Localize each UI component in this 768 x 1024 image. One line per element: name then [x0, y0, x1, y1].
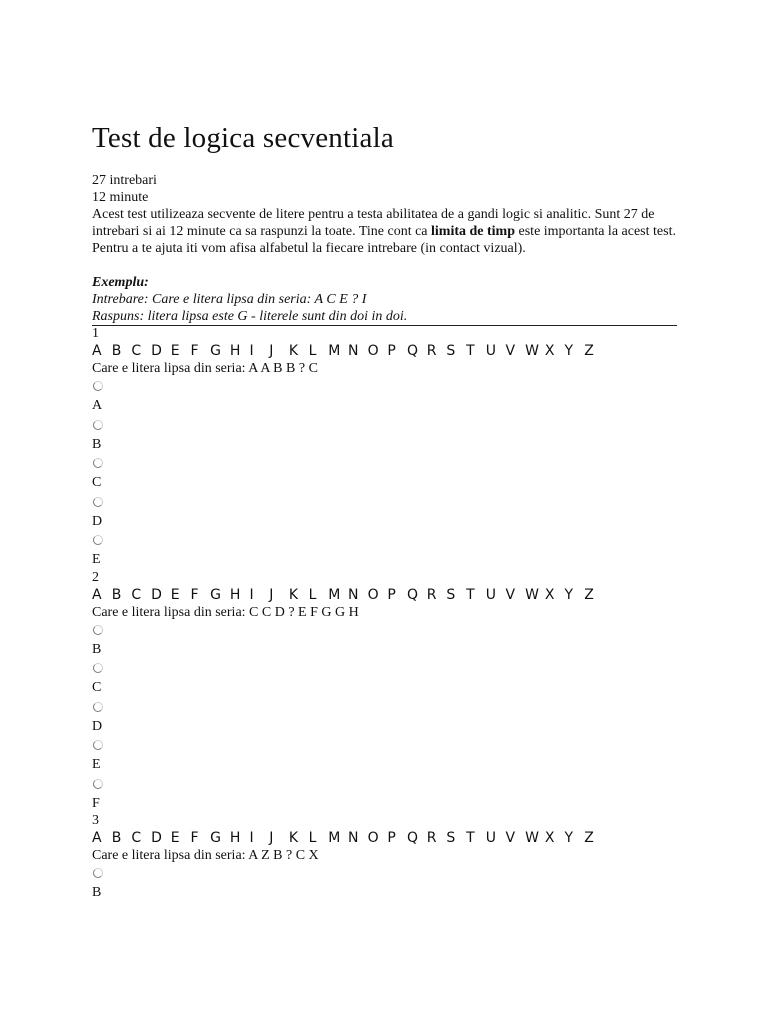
alphabet-letter: S: [446, 343, 456, 359]
alphabet-letter: M: [328, 343, 341, 359]
option-label: B: [92, 436, 102, 452]
alphabet-letter: N: [347, 343, 359, 359]
answer-option[interactable]: [92, 659, 682, 698]
alphabet-letter: I: [249, 343, 254, 359]
alphabet-letter: F: [190, 343, 199, 359]
alphabet-letter: K: [288, 830, 299, 846]
radio-button[interactable]: [93, 381, 103, 391]
alphabet-letter: D: [151, 586, 162, 603]
question-block: [92, 570, 682, 814]
alphabet-letter: J: [269, 343, 274, 359]
example-question: Intrebare: Care e litera lipsa din seria: A C E ? I: [92, 292, 367, 307]
radio-button[interactable]: [93, 779, 103, 789]
option-label: C: [92, 680, 102, 695]
alphabet-letter: B: [111, 586, 122, 603]
alphabet-letter: W: [525, 343, 539, 359]
option-label: C: [92, 475, 102, 490]
alphabet-letter: J: [269, 830, 274, 846]
description-text-1: Acest test utilizeaza secvente de litere pentru a testa abilitatea de a gandi logic si analitic. Sunt 27 de intrebari si ai 12 minute ca sa raspunzi la toate. Tine cont ca: [92, 207, 655, 239]
radio-button[interactable]: [93, 702, 103, 712]
alphabet-letter: O: [367, 343, 379, 359]
example-answer: Raspuns: litera lipsa este G - literele sunt din doi in doi.: [92, 309, 408, 324]
alphabet-letter: X: [544, 343, 555, 359]
option-label: E: [92, 757, 101, 772]
description: [92, 206, 682, 240]
alphabet-note: Pentru a te ajuta iti vom afisa alfabetul la fiecare intrebare (in contact vizual).: [92, 241, 526, 256]
alphabet-letter: M: [328, 830, 341, 846]
alphabet-letter: S: [446, 586, 456, 603]
alphabet-letter: I: [249, 586, 254, 603]
radio-button[interactable]: [93, 625, 103, 635]
option-label: D: [92, 513, 103, 529]
question-number: 2: [92, 569, 99, 585]
option-label: B: [92, 885, 102, 900]
alphabet-letter: C: [131, 343, 142, 359]
alphabet-letter: M: [328, 586, 341, 603]
alphabet-letter: X: [544, 830, 555, 846]
alphabet-letter: E: [170, 343, 180, 359]
page-title: Test de logica secventiala: [92, 122, 394, 154]
alphabet-letter: C: [131, 586, 142, 603]
alphabet-letter: O: [367, 586, 379, 603]
alphabet-letter: E: [170, 586, 180, 603]
option-label: D: [92, 718, 103, 734]
alphabet-letter: H: [229, 586, 241, 603]
alphabet-letter: U: [485, 586, 496, 603]
alphabet-letter: G: [210, 586, 221, 603]
alphabet-letter: Q: [407, 586, 419, 603]
alphabet-letter: X: [544, 586, 555, 603]
answer-option[interactable]: [92, 416, 682, 455]
answer-option[interactable]: [92, 531, 682, 570]
option-label: F: [92, 795, 100, 811]
alphabet-letter: Q: [407, 343, 419, 359]
question-number: 3: [92, 813, 99, 828]
alphabet-letter: S: [446, 830, 456, 846]
answer-option[interactable]: [92, 775, 682, 814]
alphabet-letter: T: [466, 586, 475, 603]
alphabet-letter: P: [387, 586, 396, 603]
alphabet-letter: Z: [584, 830, 594, 846]
alphabet-row: [92, 586, 682, 604]
alphabet-letter: U: [485, 343, 496, 359]
spacer: [92, 257, 682, 274]
alphabet-letter: B: [111, 343, 122, 359]
answer-option[interactable]: [92, 493, 682, 532]
alphabet-letter: T: [466, 830, 475, 846]
option-label: A: [92, 398, 103, 413]
alphabet-letter: L: [308, 343, 317, 359]
alphabet-letter: L: [308, 830, 317, 846]
alphabet-letter: K: [288, 586, 299, 603]
alphabet-letter: D: [151, 830, 162, 846]
description-bold: limita de timp: [431, 224, 516, 239]
alphabet-letter: H: [229, 830, 241, 846]
alphabet-letter: H: [229, 343, 241, 359]
questions-count: 27 intrebari: [92, 173, 157, 188]
alphabet-letter: W: [525, 586, 539, 603]
duration: 12 minute: [92, 190, 149, 205]
alphabet-letter: O: [367, 830, 379, 846]
alphabet-letter: E: [170, 830, 180, 846]
example-heading: Exemplu:: [92, 275, 149, 290]
alphabet-letter: A: [92, 343, 102, 359]
radio-button[interactable]: [93, 868, 103, 878]
alphabet-row: [92, 829, 682, 847]
alphabet-letter: V: [505, 343, 516, 359]
alphabet-letter: G: [210, 343, 221, 359]
document-page: [92, 120, 682, 903]
alphabet-letter: N: [347, 830, 359, 846]
alphabet-letter: V: [505, 830, 516, 846]
alphabet-letter: N: [347, 586, 359, 603]
answer-option[interactable]: [92, 621, 682, 660]
alphabet-letter: W: [525, 830, 539, 846]
alphabet-letter: P: [387, 343, 396, 359]
answer-option[interactable]: [92, 864, 682, 903]
alphabet-letter: Q: [407, 830, 419, 846]
alphabet-letter: J: [269, 586, 274, 603]
radio-button[interactable]: [93, 740, 103, 750]
question-block: [92, 813, 682, 903]
question-number: 1: [92, 326, 99, 341]
answer-option[interactable]: [92, 454, 682, 493]
alphabet-letter: F: [190, 830, 199, 846]
alphabet-letter: B: [111, 830, 122, 846]
alphabet-letter: T: [466, 343, 475, 359]
alphabet-letter: Y: [564, 830, 574, 846]
alphabet-letter: P: [387, 830, 396, 846]
alphabet-letter: K: [288, 343, 299, 359]
radio-button[interactable]: [93, 458, 103, 468]
alphabet-row: [92, 342, 682, 360]
alphabet-letter: R: [426, 830, 437, 846]
radio-button[interactable]: [93, 663, 103, 673]
alphabet-letter: L: [308, 586, 317, 603]
questions-list: [92, 326, 682, 903]
alphabet-letter: F: [190, 586, 199, 603]
alphabet-letter: Y: [564, 343, 574, 359]
question-text: Care e litera lipsa din seria: C C D ? E F G G H: [92, 604, 359, 620]
alphabet-letter: G: [210, 830, 221, 846]
alphabet-letter: A: [92, 830, 102, 846]
description-text-2: este importanta la acest test.: [515, 224, 676, 239]
alphabet-letter: U: [485, 830, 496, 846]
question-block: [92, 326, 682, 570]
option-label: B: [92, 641, 102, 657]
alphabet-letter: V: [505, 586, 516, 603]
alphabet-letter: I: [249, 830, 254, 846]
answer-option[interactable]: [92, 377, 682, 416]
alphabet-letter: D: [151, 343, 162, 359]
question-text: Care e litera lipsa din seria: A A B B ? C: [92, 361, 318, 376]
radio-button[interactable]: [93, 420, 103, 430]
alphabet-letter: C: [131, 830, 142, 846]
alphabet-letter: R: [426, 586, 437, 603]
alphabet-letter: A: [92, 586, 102, 603]
radio-button[interactable]: [93, 535, 103, 545]
question-text: Care e litera lipsa din seria: A Z B ? C X: [92, 848, 319, 863]
answer-option[interactable]: [92, 736, 682, 775]
alphabet-letter: R: [426, 343, 437, 359]
alphabet-letter: Y: [564, 586, 574, 603]
alphabet-letter: Z: [584, 343, 594, 359]
answer-option[interactable]: [92, 698, 682, 737]
option-label: E: [92, 552, 101, 567]
radio-button[interactable]: [93, 497, 103, 507]
alphabet-letter: Z: [584, 586, 594, 603]
